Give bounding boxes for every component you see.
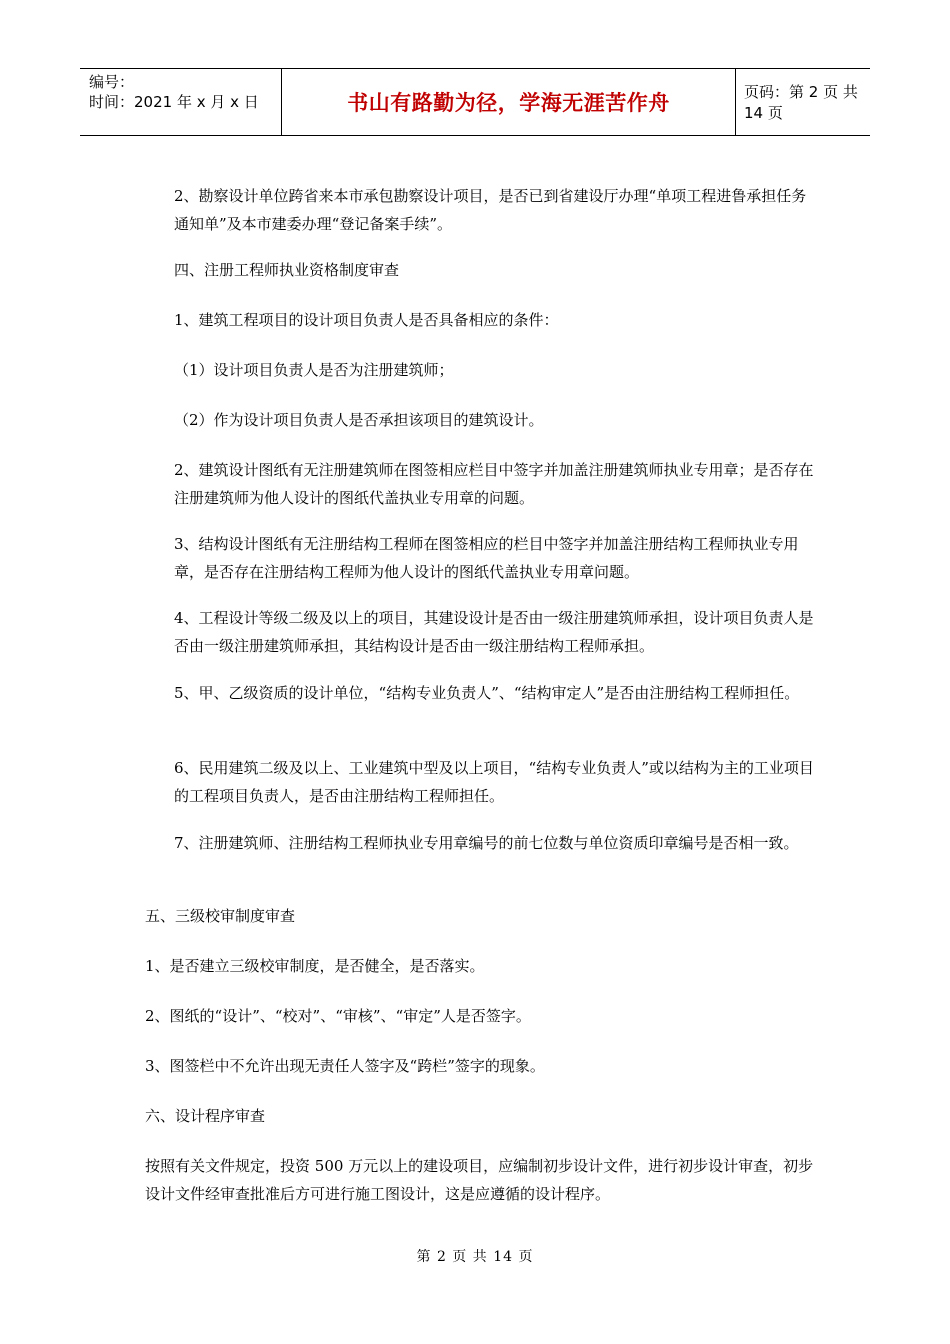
paragraph-4: （2）作为设计项目负责人是否承担该项目的建筑设计。 <box>174 411 544 429</box>
paragraph-3: （1）设计项目负责人是否为注册建筑师； <box>174 361 454 379</box>
paragraph-12: 2、图纸的“设计”、“校对”、“审核”、“审定”人是否签字。 <box>145 1007 531 1025</box>
paragraph-9: 6、民用建筑二级及以上、工业建筑中型及以上项目，“结构专业负责人”或以结构为主的工业项目的工程项目负责人，是否由注册结构工程师担任。 <box>174 759 814 805</box>
paragraph-6: 3、结构设计图纸有无注册结构工程师在图签相应的栏目中签字并加盖注册结构工程师执业专用章，是否存在注册结构工程师为他人设计的图纸代盖执业专用章问题。 <box>174 535 799 581</box>
header-page-number: 页码：第 2 页 共 14 页 <box>744 83 858 122</box>
document-date-label: 时间：2021 年 x 月 x 日 <box>89 93 259 111</box>
page-footer: 第 2 页 共 14 页 <box>416 1249 534 1265</box>
header-page-cell <box>736 69 870 135</box>
paragraph-11: 1、是否建立三级校审制度，是否健全，是否落实。 <box>145 957 485 975</box>
paragraph-5: 2、建筑设计图纸有无注册建筑师在图签相应栏目中签字并加盖注册建筑师执业专用章；是否存在注册建筑师为他人设计的图纸代盖执业专用章的问题。 <box>174 461 814 507</box>
section-heading-6: 六、设计程序审查 <box>145 1107 266 1125</box>
header-motto-cell <box>282 69 736 135</box>
paragraph-7: 4、工程设计等级二级及以上的项目，其建设设计是否由一级注册建筑师承担，设计项目负责人是否由一级注册建筑师承担，其结构设计是否由一级注册结构工程师承担。 <box>174 609 814 655</box>
page-header <box>80 68 870 136</box>
section-heading-4: 四、注册工程师执业资格制度审查 <box>174 261 400 279</box>
paragraph-8: 5、甲、乙级资质的设计单位，“结构专业负责人”、“结构审定人”是否由注册结构工程师担任。 <box>174 684 800 702</box>
paragraph-14: 按照有关文件规定，投资 500 万元以上的建设项目，应编制初步设计文件，进行初步设计审查，初步设计文件经审查批准后方可进行施工图设计，这是应遵循的设计程序。 <box>145 1157 814 1203</box>
section-heading-5: 五、三级校审制度审查 <box>145 907 296 925</box>
paragraph-13: 3、图签栏中不允许出现无责任人签字及“跨栏”签字的现象。 <box>145 1057 545 1075</box>
paragraph-1: 2、勘察设计单位跨省来本市承包勘察设计项目，是否已到省建设厅办理“单项工程进鲁承担任务通知单”及本市建委办理“登记备案手续”。 <box>174 187 807 233</box>
paragraph-2: 1、建筑工程项目的设计项目负责人是否具备相应的条件： <box>174 311 559 329</box>
header-motto: 书山有路勤为径，学海无涯苦作舟 <box>347 90 670 115</box>
paragraph-10: 7、注册建筑师、注册结构工程师执业专用章编号的前七位数与单位资质印章编号是否相一致。 <box>174 834 799 852</box>
document-number-label: 编号： <box>89 73 135 91</box>
header-meta-cell <box>80 69 282 135</box>
